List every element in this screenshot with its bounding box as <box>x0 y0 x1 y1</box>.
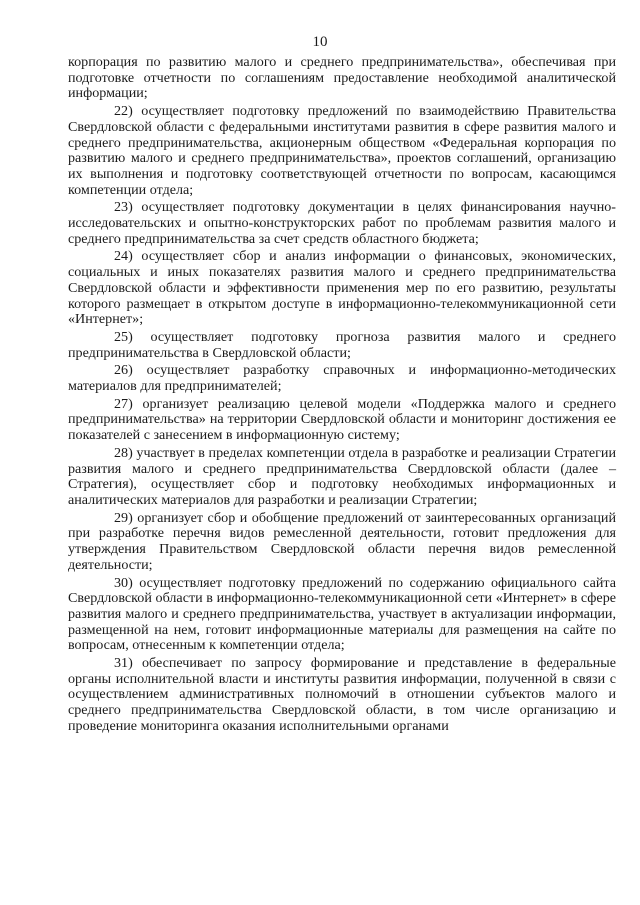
list-item-27: 27) организует реализацию целевой модели «Поддержка малого и среднего предпринимательства» на территории Свердловской области и мониторинг достижения ее показателей с занесением в информационную систему; <box>68 395 616 444</box>
list-item-22: 22) осуществляет подготовку предложений по взаимодействию Правительства Свердловской области с федеральными институтами развития в сфере развития малого и среднего предпринимательства, акционерным обществом «Федеральная корпорация по развитию малого и среднего предпринимательства», проектов соглашений, организацию их выполнения и подготовку соответствующей отчетности по вопросам, касающимся компетенции отдела; <box>68 103 616 198</box>
paragraph-continuation: корпорация по развитию малого и среднего предпринимательства», обеспечивая при подготовке отчетности по соглашениям предоставление необходимой аналитической информации; <box>68 54 616 102</box>
list-item-31: 31) обеспечивает по запросу формирование и представление в федеральные органы исполнительной власти и институты развития информации, полученной в связи с осуществлением административных полномочий в отношении субъектов малого и среднего предпринимательства Свердловской области, в том числе организацию и проведение мониторинга оказания исполнительными органами <box>68 655 616 734</box>
list-item-30: 30) осуществляет подготовку предложений по содержанию официального сайта Свердловской области в информационно-телекоммуникационной сети «Интернет» в сфере развития малого и среднего предпринимательства, участвует в актуализации информации, размещенной на нем, готовит информационные материалы для размещения на сайте по вопросам, отнесенным к компетенции отдела; <box>68 574 616 654</box>
document-body <box>68 55 616 737</box>
list-item-29: 29) организует сбор и обобщение предложений от заинтересованных организаций при разработке перечня видов ремесленной деятельности, готовит предложения для утверждения Правительством Свердловской области перечня видов ремесленной деятельности; <box>68 509 616 573</box>
list-item-23: 23) осуществляет подготовку документации в целях финансирования научно-исследовательских и опытно-конструкторских работ по проблемам развития малого и среднего предпринимательства за счет средств областного бюджета; <box>68 199 616 247</box>
list-item-28: 28) участвует в пределах компетенции отдела в разработке и реализации Стратегии развития малого и среднего предпринимательства Свердловской области (далее – Стратегия), осуществляет сбор и подготовку необходимых информационных и аналитических материалов для разработки и реализации Стратегии; <box>68 444 616 508</box>
list-item-24: 24) осуществляет сбор и анализ информации о финансовых, экономических, социальных и иных показателях развития малого и среднего предпринимательства Свердловской области и эффективности применения мер по его развитию, результаты которого размещает в открытом доступе в информационно-телекоммуникационной сети «Интернет»; <box>68 248 616 328</box>
page-number: 10 <box>312 34 328 50</box>
list-item-26: 26) осуществляет разработку справочных и информационно-методических материалов для предпринимателей; <box>68 362 616 395</box>
list-item-25: 25) осуществляет подготовку прогноза развития малого и среднего предпринимательства в Свердловской области; <box>68 328 616 361</box>
